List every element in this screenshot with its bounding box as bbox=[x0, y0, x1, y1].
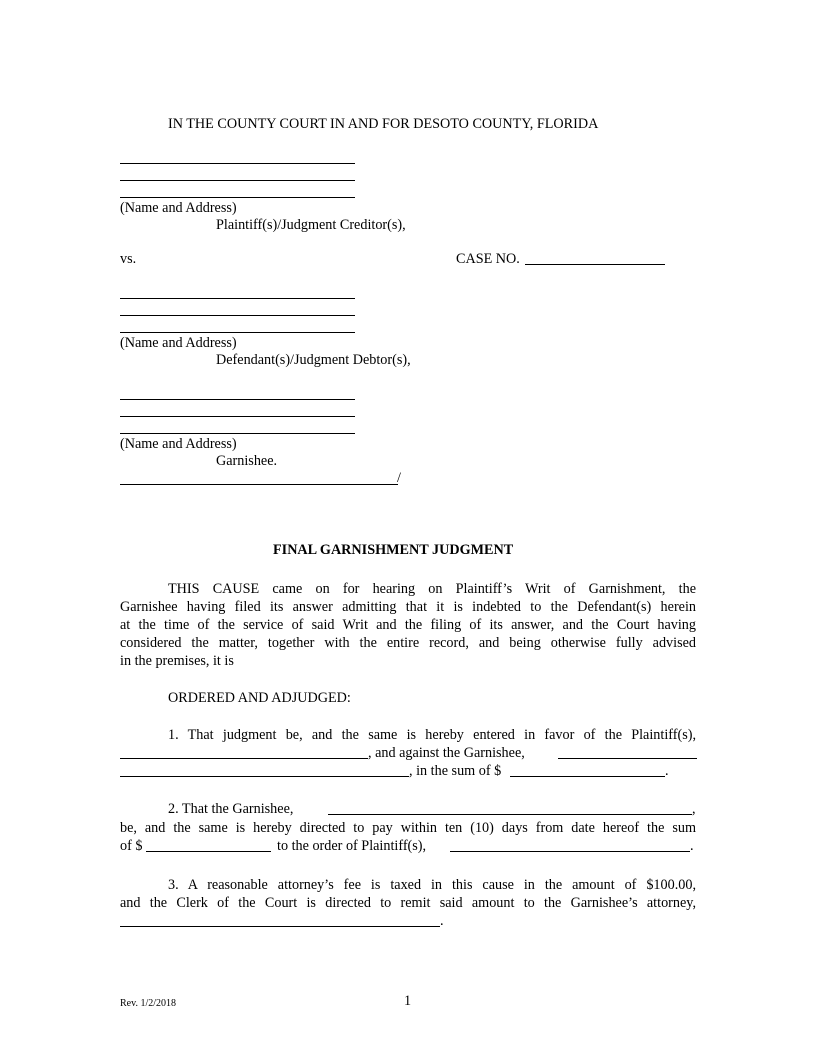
garnishee-line-1[interactable] bbox=[120, 399, 355, 400]
item3-line-1: 3. A reasonable attorney’s fee is taxed in this cause in the amount of $100.00, bbox=[168, 877, 696, 893]
intro-line-2: Garnishee having filed its answer admitting that it is indebted to the Defendant(s) herein bbox=[120, 599, 696, 615]
item3-line-2: and the Clerk of the Court is directed to remit said amount to the Garnishee’s attorney, bbox=[120, 895, 696, 911]
caption-closing-line bbox=[120, 484, 398, 485]
item3-attorney-field[interactable] bbox=[120, 926, 440, 927]
item1-garnishee-field-2[interactable] bbox=[120, 776, 409, 777]
plaintiff-line-2[interactable] bbox=[120, 180, 355, 181]
item2-amount-field[interactable] bbox=[146, 851, 271, 852]
item1-against-text: , and against the Garnishee, bbox=[368, 745, 525, 761]
defendant-role: Defendant(s)/Judgment Debtor(s), bbox=[216, 352, 411, 368]
item2-line-3-start: of $ bbox=[120, 838, 143, 854]
ordered-heading: ORDERED AND ADJUDGED: bbox=[168, 690, 351, 706]
item3-end-period: . bbox=[440, 913, 444, 929]
item1-amount-field[interactable] bbox=[510, 776, 665, 777]
item2-line-2: be, and the same is hereby directed to pay within ten (10) days from date hereof the sum bbox=[120, 820, 696, 836]
item1-end-period: . bbox=[665, 763, 669, 779]
item2-end-period: . bbox=[690, 838, 694, 854]
caption-end-slash: / bbox=[397, 470, 401, 486]
item1-sum-text: , in the sum of $ bbox=[409, 763, 502, 779]
plaintiff-line-3[interactable] bbox=[120, 197, 355, 198]
defendant-line-1[interactable] bbox=[120, 298, 355, 299]
defendant-line-3[interactable] bbox=[120, 332, 355, 333]
garnishee-role: Garnishee. bbox=[216, 453, 278, 469]
garnishee-line-3[interactable] bbox=[120, 433, 355, 434]
defendant-name-address-label: (Name and Address) bbox=[120, 335, 237, 351]
defendant-line-2[interactable] bbox=[120, 315, 355, 316]
garnishee-line-2[interactable] bbox=[120, 416, 355, 417]
intro-line-1: THIS CAUSE came on for hearing on Plaintiff’s Writ of Garnishment, the bbox=[168, 581, 696, 597]
vs-label: vs. bbox=[120, 251, 137, 267]
case-no-label: CASE NO. bbox=[456, 251, 520, 267]
item2-plaintiff-field[interactable] bbox=[450, 851, 690, 852]
intro-paragraph bbox=[120, 580, 696, 670]
case-no-field[interactable] bbox=[525, 264, 665, 265]
item1-plaintiff-field[interactable] bbox=[120, 758, 368, 759]
intro-line-4: considered the matter, together with the entire record, and being otherwise fully advised bbox=[120, 635, 696, 651]
intro-line-5: in the premises, it is bbox=[120, 653, 234, 669]
item2-order-text: to the order of Plaintiff(s), bbox=[277, 838, 427, 854]
plaintiff-line-1[interactable] bbox=[120, 163, 355, 164]
item2-garnishee-field[interactable] bbox=[328, 814, 692, 815]
page-number: 1 bbox=[404, 993, 412, 1009]
item1-line-1: 1. That judgment be, and the same is hereby entered in favor of the Plaintiff(s), bbox=[168, 727, 696, 743]
document-title: FINAL GARNISHMENT JUDGMENT bbox=[273, 542, 514, 558]
item2-line-1-start: 2. That the Garnishee, bbox=[168, 801, 294, 817]
plaintiff-role: Plaintiff(s)/Judgment Creditor(s), bbox=[216, 217, 406, 233]
item1-garnishee-field[interactable] bbox=[558, 758, 697, 759]
item2-line-1-comma: , bbox=[692, 801, 696, 817]
garnishee-name-address-label: (Name and Address) bbox=[120, 436, 237, 452]
plaintiff-name-address-label: (Name and Address) bbox=[120, 200, 237, 216]
revision-date: Rev. 1/2/2018 bbox=[120, 998, 177, 1009]
court-header: IN THE COUNTY COURT IN AND FOR DESOTO COUNTY, FLORIDA bbox=[168, 116, 599, 132]
intro-line-3: at the time of the service of said Writ and the filing of its answer, and the Court having bbox=[120, 617, 696, 633]
